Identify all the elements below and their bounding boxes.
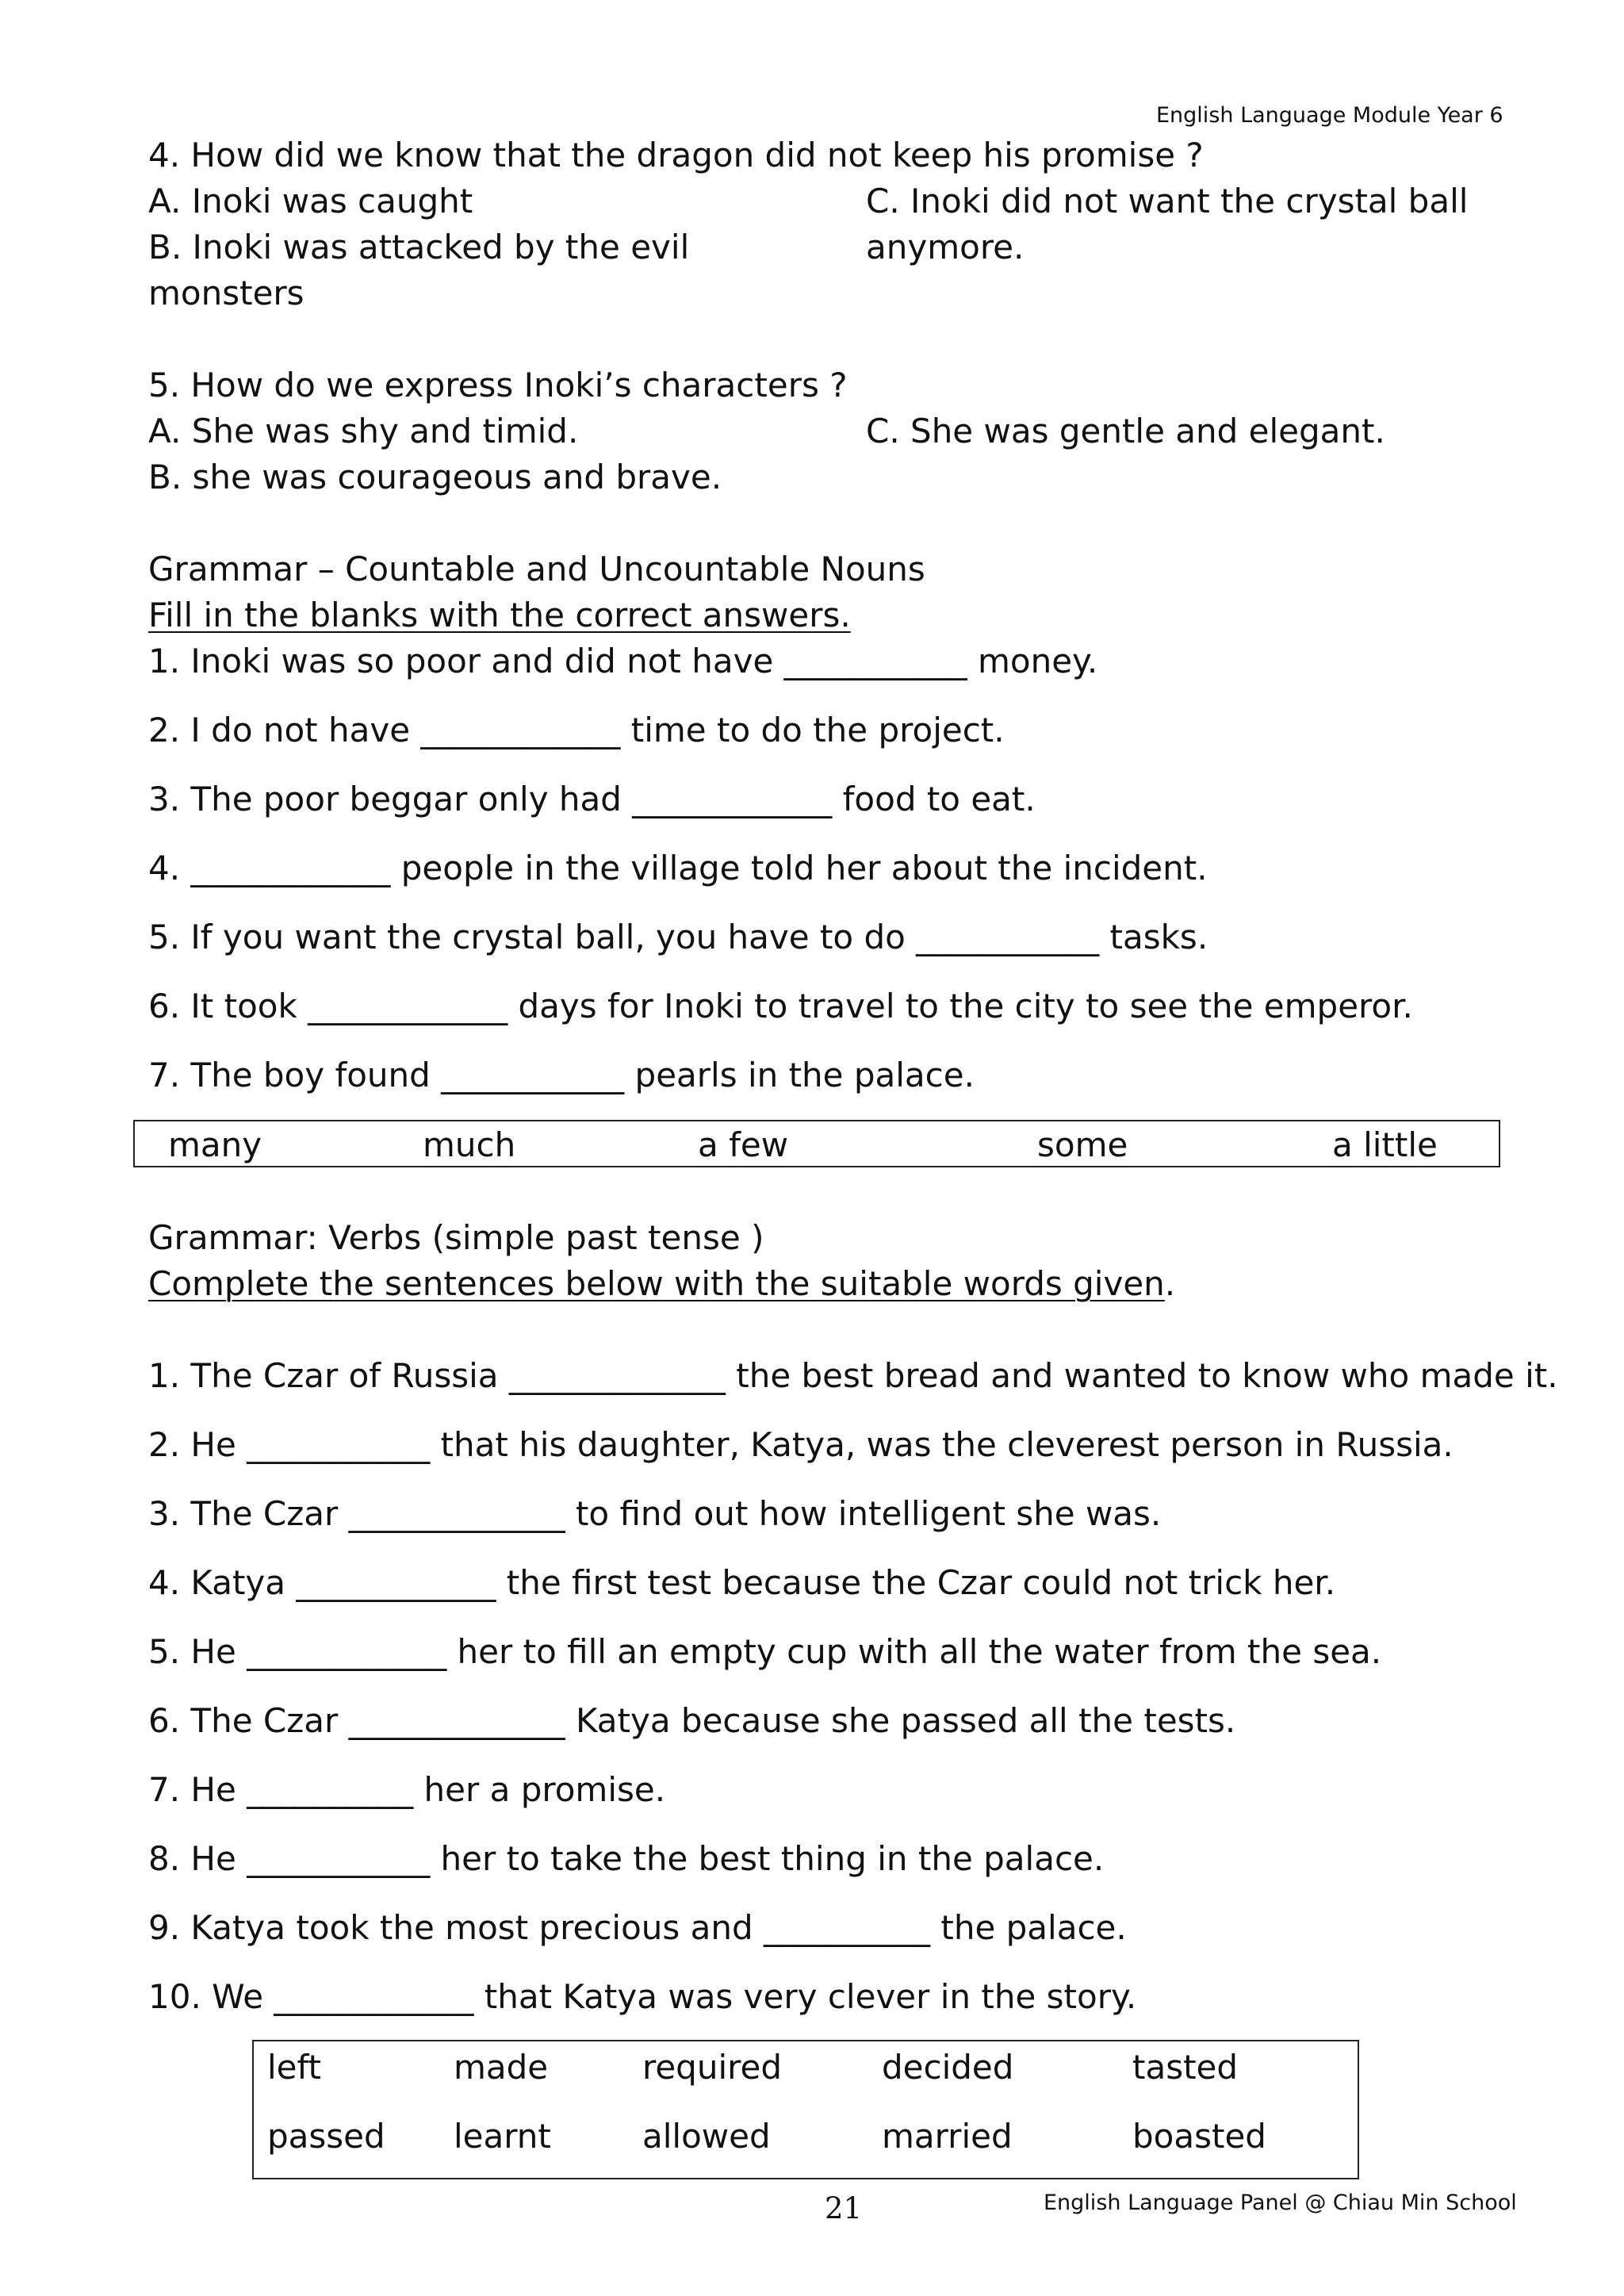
q4-option-b: B. Inoki was attacked by the evil	[148, 228, 690, 266]
noun-item-5: 5. If you want the crystal ball, you have to do ___________ tasks.	[148, 918, 1208, 956]
verb-item-3: 3. The Czar _____________ to find out how intelligent she was.	[148, 1494, 1162, 1533]
word-bank-option: required	[642, 2048, 782, 2087]
word-bank-option: boasted	[1132, 2117, 1266, 2156]
noun-item-3: 3. The poor beggar only had ____________ food to eat.	[148, 780, 1036, 818]
word-bank-option: married	[882, 2117, 1013, 2156]
word-bank-option: much	[423, 1125, 516, 1164]
verb-item-6: 6. The Czar _____________ Katya because she passed all the tests.	[148, 1701, 1236, 1740]
verb-item-5: 5. He ____________ her to fill an empty cup with all the water from the sea.	[148, 1632, 1382, 1671]
word-bank-option: decided	[882, 2048, 1014, 2087]
word-bank-option: passed	[267, 2117, 385, 2156]
word-bank-option: made	[454, 2048, 549, 2087]
noun-item-7: 7. The boy found ___________ pearls in the palace.	[148, 1056, 975, 1094]
nouns-instruction: Fill in the blanks with the correct answers.	[148, 596, 851, 634]
module-header: English Language Module Year 6	[1156, 103, 1503, 128]
verbs-heading: Grammar: Verbs (simple past tense )	[148, 1218, 764, 1257]
footer-credit: English Language Panel @ Chiau Min School	[1044, 2191, 1517, 2215]
verb-item-4: 4. Katya ____________ the first test because the Czar could not trick her.	[148, 1563, 1336, 1602]
verb-item-8: 8. He ___________ her to take the best thing in the palace.	[148, 1839, 1105, 1878]
nouns-word-bank	[133, 1120, 1500, 1167]
noun-item-2: 2. I do not have ____________ time to do the project.	[148, 711, 1005, 749]
q4-option-c-cont: anymore.	[866, 228, 1025, 266]
word-bank-option: tasted	[1132, 2048, 1239, 2087]
word-bank-option: a few	[698, 1125, 789, 1164]
verb-item-7: 7. He __________ her a promise.	[148, 1770, 666, 1809]
word-bank-option: a little	[1332, 1125, 1438, 1164]
page-number: 21	[825, 2191, 863, 2225]
verbs-instruction-period: .	[1164, 1264, 1176, 1303]
word-bank-option: left	[267, 2048, 322, 2087]
q4-option-b-cont: monsters	[148, 274, 304, 312]
noun-item-1: 1. Inoki was so poor and did not have ___________ money.	[148, 642, 1098, 680]
word-bank-option: many	[168, 1125, 262, 1164]
question-5: 5. How do we express Inoki’s characters ?	[148, 366, 848, 404]
q4-option-c: C. Inoki did not want the crystal ball	[866, 182, 1469, 220]
verbs-instruction-text: Complete the sentences below with the suitable words given	[148, 1264, 1165, 1303]
verb-item-10: 10. We ____________ that Katya was very clever in the story.	[148, 1977, 1137, 2016]
verb-item-1: 1. The Czar of Russia _____________ the best bread and wanted to know who made it.	[148, 1356, 1558, 1395]
noun-item-4: 4. ____________ people in the village told her about the incident.	[148, 849, 1208, 887]
q5-option-a: A. She was shy and timid.	[148, 412, 579, 450]
noun-item-6: 6. It took ____________ days for Inoki to travel to the city to see the emperor.	[148, 987, 1413, 1025]
verbs-instruction	[148, 1264, 1176, 1303]
q5-option-b: B. she was courageous and brave.	[148, 458, 722, 496]
word-bank-option: learnt	[454, 2117, 551, 2156]
question-4: 4. How did we know that the dragon did not keep his promise ?	[148, 136, 1204, 174]
verb-item-9: 9. Katya took the most precious and __________ the palace.	[148, 1908, 1127, 1947]
word-bank-option: allowed	[642, 2117, 771, 2156]
verb-item-2: 2. He ___________ that his daughter, Katya, was the cleverest person in Russia.	[148, 1425, 1454, 1464]
word-bank-option: some	[1037, 1125, 1128, 1164]
nouns-heading: Grammar – Countable and Uncountable Nouns	[148, 550, 925, 588]
q4-option-a: A. Inoki was caught	[148, 182, 473, 220]
q5-option-c: C. She was gentle and elegant.	[866, 412, 1385, 450]
